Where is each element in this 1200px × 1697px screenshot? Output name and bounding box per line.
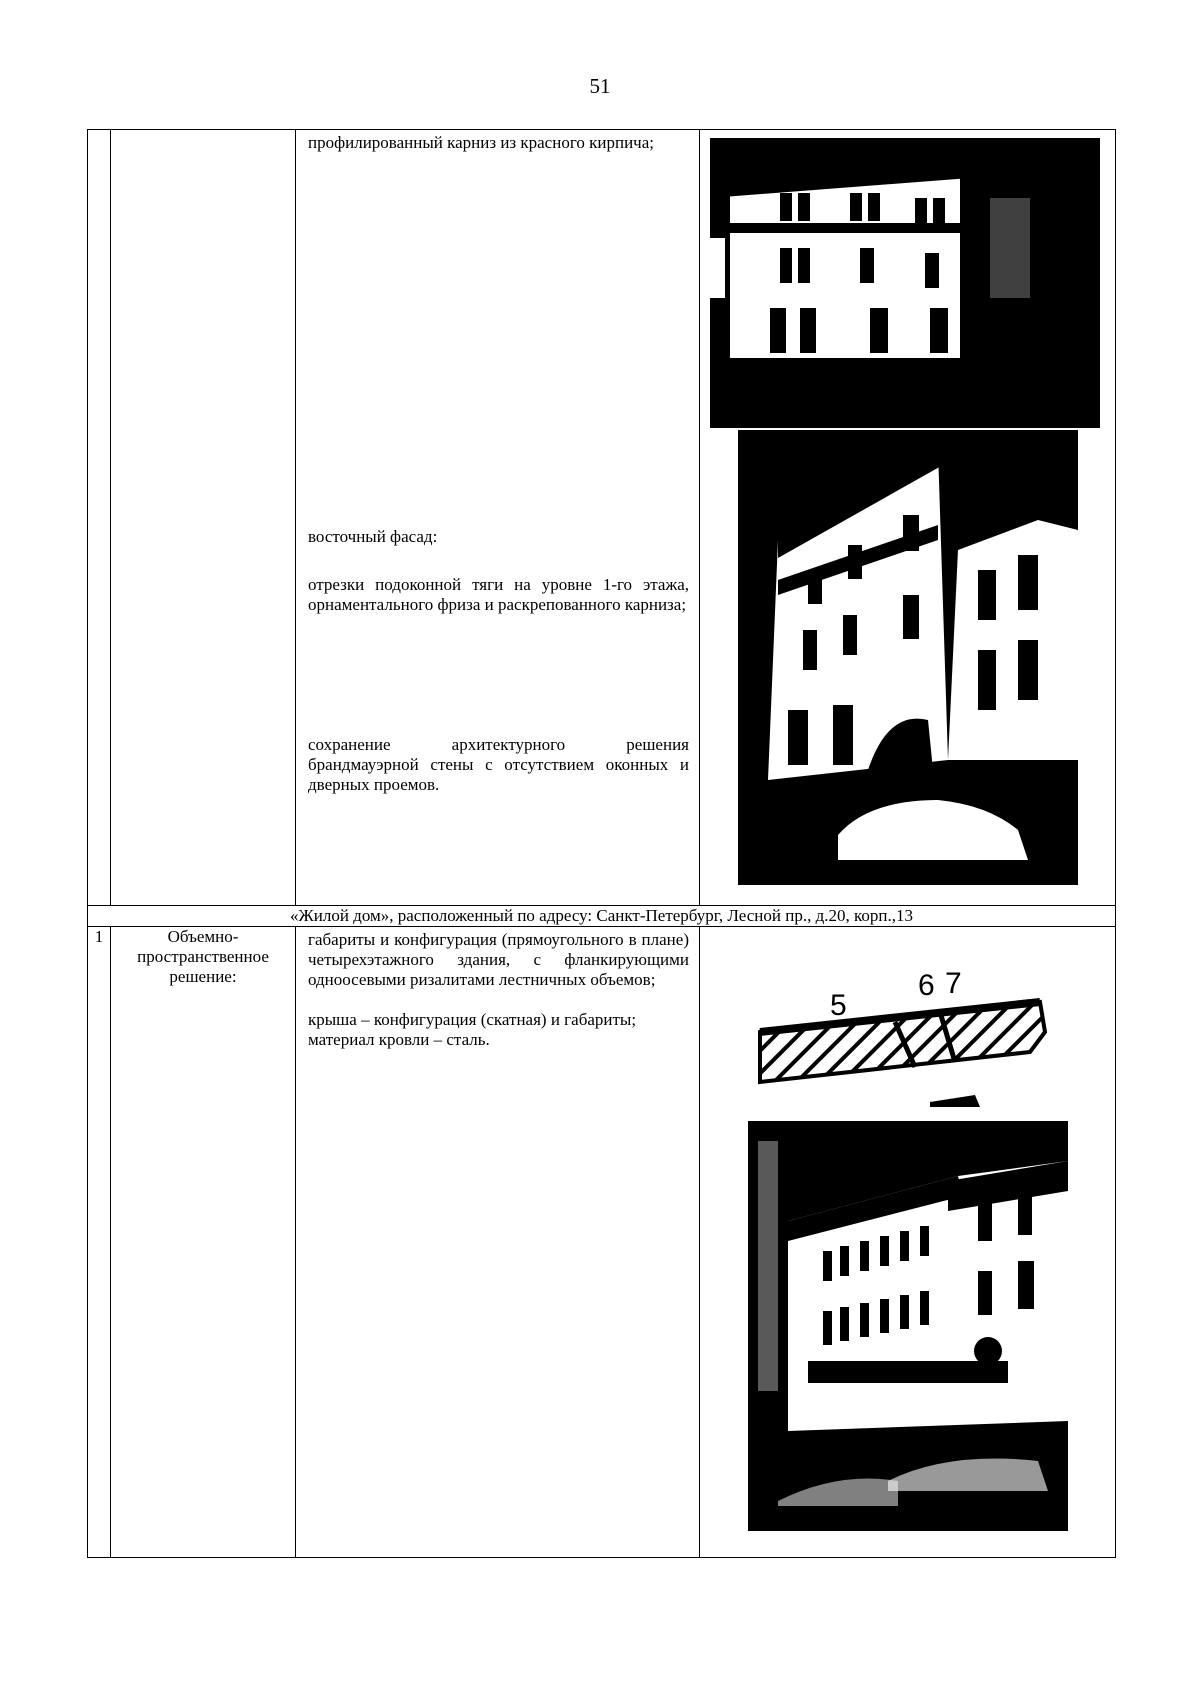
site-plan-drawing — [700, 927, 1115, 1107]
plan-label-7: 7 — [945, 967, 962, 1000]
category-label: Объемно-пространственное решение: — [111, 927, 296, 1558]
building-photo-north — [700, 130, 1115, 905]
roof-material-text: материал кровли – сталь. — [308, 1030, 490, 1049]
photo-cell — [700, 130, 1116, 906]
east-facade-heading: восточный фасад: — [308, 527, 438, 546]
number-cell — [88, 130, 111, 906]
roof-text: крыша – конфигурация (скатная) и габариты; — [308, 1010, 637, 1029]
description-cell — [296, 927, 700, 1558]
plan-label-6: 6 — [918, 969, 935, 1002]
category-cell — [111, 130, 296, 906]
table-row — [88, 927, 1116, 1558]
plan-label-5: 5 — [830, 989, 847, 1022]
dimensions-text: габариты и конфигурация (прямоугольного в плане) четырехэтажного здания, с фланкирующими одноосевыми ризалитами лестничных объемов; — [308, 930, 689, 989]
building-photo-street — [700, 1107, 1115, 1547]
row-number: 1 — [88, 927, 111, 1558]
photo-cell — [700, 927, 1116, 1558]
object-heading: «Жилой дом», расположенный по адресу: Санкт-Петербург, Лесной пр., д.20, корп.,13 — [88, 906, 1116, 927]
cornice-text: профилированный карниз из красного кирпича; — [308, 133, 654, 152]
east-facade-text-1: отрезки подоконной тяги на уровне 1-го этажа, орнаментального фриза и раскрепованного карниза; — [308, 575, 689, 614]
page-number: 51 — [589, 74, 611, 98]
table-row — [88, 906, 1116, 927]
monument-table — [87, 129, 1116, 1558]
east-facade-text-2: сохранение архитектурного решения брандмауэрной стены с отсутствием оконных и дверных проемов. — [308, 735, 689, 794]
description-cell — [296, 130, 700, 906]
table-row — [88, 130, 1116, 906]
